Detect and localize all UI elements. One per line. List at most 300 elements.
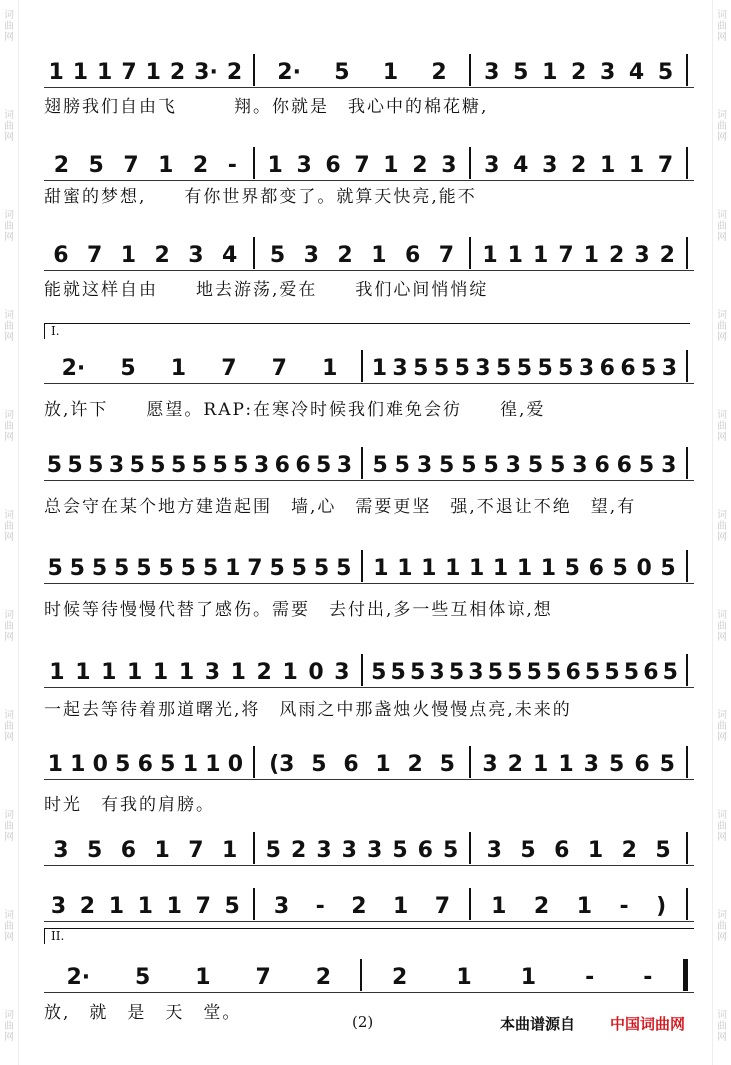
note: 3 [484, 60, 500, 85]
note: 5 [269, 556, 285, 581]
note: 1 [375, 752, 391, 777]
note: 1 [72, 60, 89, 85]
note: 1 [225, 556, 241, 581]
note: 2 [351, 894, 367, 919]
note: 3 [572, 453, 588, 478]
barline [253, 237, 255, 269]
note: 5 [507, 660, 523, 685]
note: 5 [526, 660, 542, 685]
note: 3· [194, 60, 218, 85]
measure [261, 884, 464, 920]
note: 2· [61, 356, 86, 381]
note: 1 [397, 556, 413, 581]
measure [261, 143, 464, 179]
note: 2 [407, 752, 423, 777]
note: 5 [160, 752, 176, 777]
note: 3 [253, 453, 270, 478]
note: 1 [540, 556, 557, 581]
barline [253, 54, 255, 86]
note: 3 [316, 838, 332, 863]
note: 5 [483, 453, 499, 478]
note: 3 [392, 356, 408, 381]
watermark-glyph: 词 曲 网 [717, 1010, 727, 1043]
watermark-glyph: 词 曲 网 [4, 510, 14, 543]
note: 1 [533, 752, 549, 777]
note: 2 [226, 60, 243, 85]
note: 2 [169, 60, 186, 85]
note: 1 [282, 660, 298, 685]
note: 5 [638, 453, 655, 478]
barline [361, 350, 363, 382]
note: 6 [137, 752, 153, 777]
note: 5 [433, 356, 450, 381]
note: 3 [484, 153, 500, 178]
note: 1 [170, 356, 187, 381]
barline [469, 147, 471, 179]
note: 3 [661, 453, 677, 478]
note: 2 [412, 153, 428, 178]
score-row [44, 443, 694, 479]
note: 6 [295, 453, 311, 478]
note: 1 [576, 894, 593, 919]
note: 5 [336, 556, 352, 581]
note: 5 [612, 556, 628, 581]
note: 1 [468, 556, 485, 581]
watermark-glyph: 词 曲 网 [717, 610, 727, 643]
note: 1 [222, 838, 238, 863]
measure [44, 443, 355, 479]
barline [686, 237, 688, 269]
watermark-glyph: 词 曲 网 [717, 910, 727, 943]
beam-line [44, 480, 694, 482]
note: (3 [269, 752, 295, 777]
note: 1 [371, 243, 387, 268]
measure [44, 50, 247, 86]
note: 1 [47, 752, 63, 777]
note: - [227, 153, 237, 178]
note: 1 [101, 660, 117, 685]
note: 5 [291, 556, 307, 581]
note: 1 [507, 243, 523, 268]
barline [253, 832, 255, 864]
note: - [585, 965, 595, 990]
note: 1 [371, 356, 388, 381]
measure [44, 346, 355, 382]
note: 3 [188, 243, 204, 268]
measure [369, 346, 680, 382]
note: 3 [108, 453, 125, 478]
watermark-glyph: 词 曲 网 [717, 410, 727, 443]
note: 6 [634, 752, 650, 777]
barline [469, 832, 471, 864]
note: 3 [50, 894, 67, 919]
note: 5 [202, 556, 219, 581]
note: 6 [565, 660, 581, 685]
note: 5 [233, 453, 249, 478]
note: 7 [438, 243, 455, 268]
note: 5 [496, 356, 512, 381]
note: 3 [583, 752, 599, 777]
barline [360, 959, 362, 991]
note: 5 [313, 556, 330, 581]
note: 7 [434, 894, 451, 919]
note: 5 [371, 660, 387, 685]
note: 5 [558, 356, 574, 381]
note: 5 [662, 660, 678, 685]
note: 5 [520, 838, 536, 863]
note: 2 [608, 243, 625, 268]
note: 5 [311, 752, 327, 777]
beam-line [44, 992, 694, 994]
lyric-line: 总会守在某个地方建造起围 墙,心 需要更坚 强,不退让不绝 望,有 [44, 497, 637, 517]
note: 5 [641, 356, 657, 381]
note: 5 [135, 965, 151, 990]
second-ending-bracket [44, 928, 694, 944]
note: 2· [277, 60, 301, 85]
note: 5 [212, 453, 228, 478]
watermark-glyph: 词 曲 网 [717, 310, 727, 343]
note: - [315, 894, 325, 919]
note: 7 [221, 356, 237, 381]
note: 5 [269, 243, 286, 268]
note: 1 [482, 243, 498, 268]
note: 2 [571, 60, 587, 85]
note: 1 [108, 894, 125, 919]
measure [44, 233, 247, 269]
note: 5 [88, 153, 104, 178]
note: 5 [513, 60, 529, 85]
note: 5 [372, 453, 388, 478]
note: 5 [413, 356, 429, 381]
note: 5 [584, 660, 601, 685]
note: 1 [70, 752, 86, 777]
score-row [44, 884, 694, 920]
note: 1 [154, 838, 170, 863]
note: 5 [180, 556, 196, 581]
measure [477, 828, 680, 864]
site-name-link[interactable]: 中国词曲网 [610, 1015, 686, 1033]
note: 6 [417, 838, 433, 863]
note: 0 [92, 752, 108, 777]
note: 5 [448, 660, 465, 685]
barline [683, 959, 688, 991]
note: - [643, 965, 653, 990]
note: 1 [491, 894, 507, 919]
note: 5 [394, 453, 410, 478]
beam-line [44, 583, 694, 585]
watermark-glyph: 词 曲 网 [4, 10, 14, 43]
note: 2 [659, 243, 675, 268]
note: 5 [136, 556, 152, 581]
note: 1 [583, 243, 599, 268]
note: 7 [657, 153, 674, 178]
note: 1 [542, 60, 558, 85]
watermark-glyph: 词 曲 网 [717, 10, 727, 43]
barline [686, 447, 688, 479]
note: 1 [158, 153, 174, 178]
note: 3 [416, 453, 433, 478]
note: 1 [120, 243, 137, 268]
barline [686, 888, 688, 920]
barline [686, 746, 688, 778]
note: 3 [273, 894, 290, 919]
beam-line [44, 779, 694, 781]
score-row [44, 233, 694, 269]
note: 5 [191, 453, 208, 478]
watermark-glyph: 词 曲 网 [4, 910, 14, 943]
score-row [44, 546, 694, 582]
note: 2 [53, 153, 70, 178]
measure [477, 50, 680, 86]
note: 5 [659, 752, 675, 777]
barline [686, 550, 688, 582]
watermark-glyph: 词 曲 网 [4, 410, 14, 443]
note: 1 [75, 660, 91, 685]
note: 1 [599, 153, 616, 178]
note: 3 [429, 660, 445, 685]
lyric-line: 能就这样自由 地去游荡,爱在 我们心间悄悄绽 [44, 280, 489, 300]
note: 2 [315, 965, 331, 990]
note: 7 [123, 153, 139, 178]
note: 1 [456, 965, 472, 990]
note: 5 [537, 356, 553, 381]
note: 1 [587, 838, 604, 863]
note: 6 [404, 243, 421, 268]
note: 1 [520, 965, 537, 990]
note: 1 [267, 153, 283, 178]
note: 5 [604, 660, 620, 685]
watermark-glyph: 词 曲 网 [717, 110, 727, 143]
note: 1 [137, 894, 153, 919]
beam-line [44, 87, 694, 89]
page-number: (2) [352, 1013, 374, 1031]
score-row [44, 955, 694, 991]
note: 3 [341, 838, 357, 863]
note: 5 [86, 838, 103, 863]
note: 6 [594, 453, 610, 478]
barline [253, 147, 255, 179]
note: 6 [643, 660, 659, 685]
note: 2 [571, 153, 587, 178]
note: 6 [588, 556, 604, 581]
note: 6 [343, 752, 359, 777]
note: 1 [382, 60, 399, 85]
barline [361, 654, 363, 686]
note: 5 [47, 556, 63, 581]
barline [361, 550, 363, 582]
note: 5 [390, 660, 406, 685]
note: 4 [222, 243, 238, 268]
second-ending-label: II. [51, 929, 65, 943]
note: 2 [392, 965, 408, 990]
note: 6 [274, 453, 290, 478]
score-row [44, 143, 694, 179]
measure [44, 742, 247, 778]
beam-line [44, 270, 694, 272]
watermark-glyph: 词 曲 网 [4, 610, 14, 643]
note: 5 [171, 453, 187, 478]
note: ) [656, 894, 667, 919]
note: 5 [546, 660, 562, 685]
note: 5 [550, 453, 566, 478]
note: 2 [291, 838, 307, 863]
watermark-glyph: 词 曲 网 [4, 710, 14, 743]
note: 5 [461, 453, 477, 478]
note: 7 [188, 838, 204, 863]
note: 1 [182, 752, 198, 777]
measure [44, 955, 354, 991]
barline [253, 746, 255, 778]
note: 3 [296, 153, 312, 178]
note: 5 [439, 453, 455, 478]
watermark-glyph: 词 曲 网 [4, 310, 14, 343]
note: 5 [442, 838, 459, 863]
note: 7 [558, 243, 574, 268]
note: 1 [445, 556, 461, 581]
measure [369, 650, 680, 686]
note: 5 [409, 660, 426, 685]
note: 2 [621, 838, 637, 863]
note: 1 [558, 752, 574, 777]
measure [368, 955, 678, 991]
note: 5 [657, 60, 674, 85]
note: 3 [634, 243, 650, 268]
note: 3 [505, 453, 521, 478]
note: 3 [542, 153, 558, 178]
barline [686, 832, 688, 864]
score-row [44, 742, 694, 778]
note: 1 [533, 243, 549, 268]
note: 2 [431, 60, 447, 85]
lyric-line: 放,许下 愿望。RAP:在寒冷时候我们难免会彷 徨,爱 [44, 400, 546, 420]
page-footer [0, 1013, 731, 1037]
barline [469, 888, 471, 920]
lyric-line: 翅膀我们自由飞 翔。你就是 我心中的棉花糖, [44, 97, 489, 117]
first-ending-bracket [44, 323, 690, 339]
score-row [44, 828, 694, 864]
note: 1 [152, 660, 169, 685]
measure [44, 143, 247, 179]
note: 2· [66, 965, 91, 990]
note: 5 [69, 556, 85, 581]
measure [477, 143, 680, 179]
lyric-line: 时候等待慢慢代替了感伤。需要 去付出,多一些互相体谅,想 [44, 600, 553, 620]
measure [477, 884, 680, 920]
note: 1 [230, 660, 246, 685]
note: 5 [114, 556, 130, 581]
note: 7 [86, 243, 103, 268]
note: 1 [145, 60, 161, 85]
measure [261, 742, 464, 778]
measure [477, 742, 680, 778]
measure [261, 50, 464, 86]
note: 5 [316, 453, 332, 478]
note: 1 [492, 556, 509, 581]
note: 3 [468, 660, 484, 685]
measure [369, 443, 680, 479]
note: 5 [129, 453, 145, 478]
watermark-glyph: 词 曲 网 [717, 510, 727, 543]
note: 1 [516, 556, 533, 581]
barline [469, 54, 471, 86]
note: 1 [383, 153, 399, 178]
note: 5 [487, 660, 503, 685]
note: 3 [441, 153, 457, 178]
measure [477, 233, 680, 269]
barline [686, 654, 688, 686]
note: 1 [48, 60, 64, 85]
note: 0 [636, 556, 652, 581]
note: 5 [265, 838, 281, 863]
watermark-glyph: 词 曲 网 [4, 1010, 14, 1043]
watermark-glyph: 词 曲 网 [4, 210, 14, 243]
barline [686, 350, 688, 382]
measure [44, 884, 247, 920]
barline [686, 54, 688, 86]
beam-line [44, 921, 694, 923]
barline [253, 888, 255, 920]
note: 5 [623, 660, 640, 685]
beam-line [44, 865, 694, 867]
watermark-glyph: 词 曲 网 [4, 810, 14, 843]
note: 0 [308, 660, 324, 685]
note: 1 [205, 752, 221, 777]
watermark-glyph: 词 曲 网 [4, 110, 14, 143]
note: 2 [192, 153, 209, 178]
watermark-glyph: 词 曲 网 [717, 810, 727, 843]
note: 5 [46, 453, 63, 478]
note: 1 [49, 660, 65, 685]
note: 5 [608, 752, 625, 777]
note: 2 [507, 752, 523, 777]
note: 5 [564, 556, 580, 581]
watermark-glyph: 词 曲 网 [717, 210, 727, 243]
measure [261, 828, 464, 864]
beam-line [44, 687, 694, 689]
note: 2 [337, 243, 353, 268]
beam-line [44, 383, 694, 385]
note: 1 [421, 556, 437, 581]
source-label: 本曲谱源自 [500, 1015, 576, 1033]
note: 3 [482, 752, 498, 777]
note: 7 [247, 556, 263, 581]
note: 2 [256, 660, 272, 685]
note: 5 [115, 752, 131, 777]
note: 6 [620, 356, 636, 381]
note: 5 [660, 556, 676, 581]
note: 4 [513, 153, 529, 178]
note: 5 [91, 556, 108, 581]
note: 7 [354, 153, 370, 178]
note: 5 [392, 838, 408, 863]
note: 6 [53, 243, 69, 268]
note: 5 [454, 356, 470, 381]
note: 5 [120, 356, 136, 381]
measure [261, 233, 464, 269]
note: 5 [527, 453, 544, 478]
note: 6 [120, 838, 137, 863]
note: - [619, 894, 629, 919]
note: 3 [599, 60, 616, 85]
note: 6 [599, 356, 615, 381]
note: 2 [79, 894, 96, 919]
measure [44, 546, 355, 582]
note: 7 [195, 894, 211, 919]
note: 3 [303, 243, 319, 268]
watermark-glyph: 词 曲 网 [717, 710, 727, 743]
note: 3 [336, 453, 353, 478]
score-row [44, 50, 694, 86]
